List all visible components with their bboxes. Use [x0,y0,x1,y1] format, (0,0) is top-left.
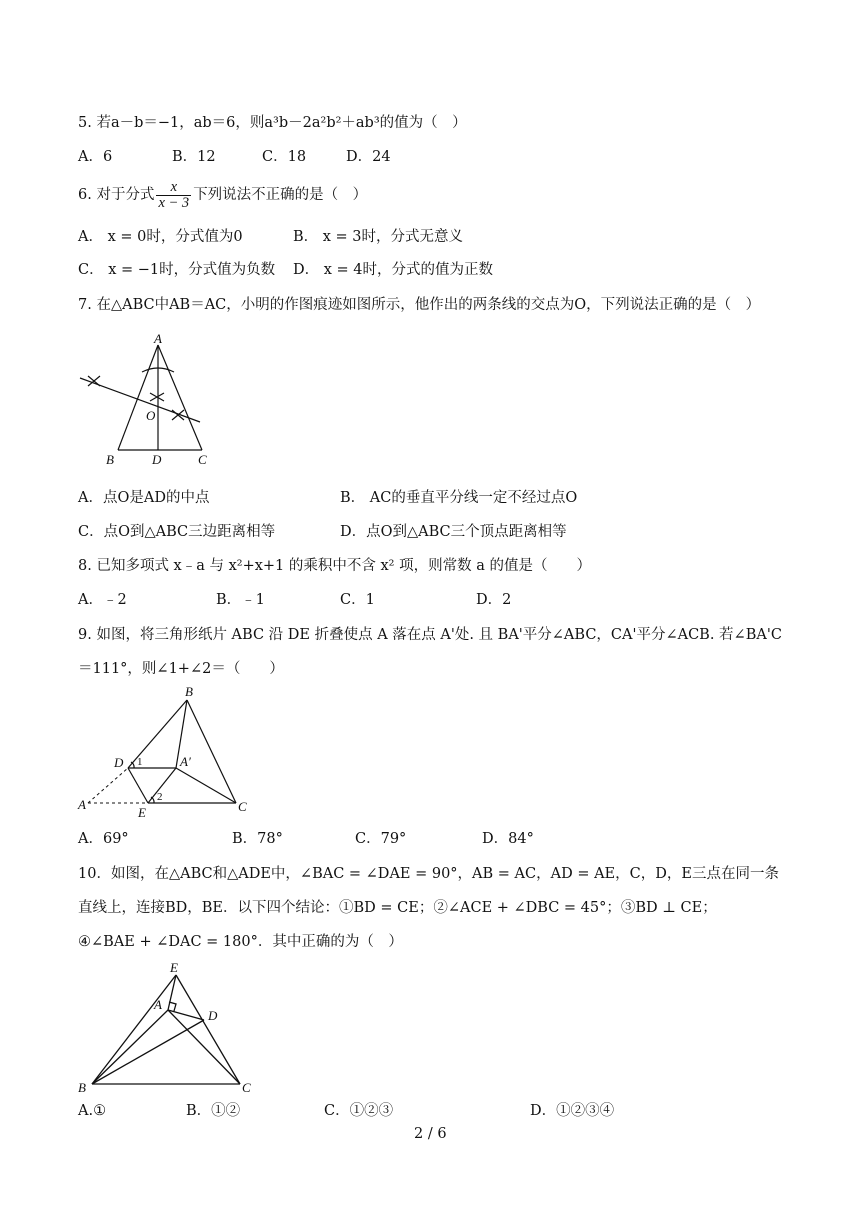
q10-stem-line2: 直线上，连接BD，BE．以下四个结论：①BD = CE；②∠ACE + ∠DBC = 45°；③BD ⊥ CE； [78,900,717,916]
q7-label-o: O [146,408,156,423]
q9-label-d: D [114,755,124,770]
q8-option-c: C．1 [340,592,375,608]
q5-option-c: C．18 [262,149,307,165]
q5-option-d: D．24 [346,149,391,165]
q10-label-c: C [242,1080,251,1095]
q8-stem: 8. 已知多项式 x﹣a 与 x²+x+1 的乘积中不含 x² 项，则常数 a 的值是（ ） [78,558,591,574]
q9-option-b: B．78° [232,831,283,847]
q10-label-a: A [154,997,162,1012]
q8-option-a: A．﹣2 [78,592,127,608]
q7-label-c: C [198,452,207,467]
q7-stem: 7. 在△ABC中AB＝AC，小明的作图痕迹如图所示，他作出的两条线的交点为O，下列说法正确的是（ ） [78,297,761,313]
q6-option-c: C． x = −1时，分式值为负数 [78,262,276,278]
q10-option-b: B．①② [186,1103,241,1119]
q7-option-c: C．点O到△ABC三边距离相等 [78,524,276,540]
q6-option-d: D． x = 4时，分式的值为正数 [293,262,494,278]
q9-label-e: E [138,805,146,820]
q10-label-d: D [208,1008,218,1023]
q7-label-b: B [106,452,114,467]
q6-stem-pre: 6. 对于分式 [78,187,155,203]
q9-option-d: D．84° [482,831,534,847]
q10-stem-line3: ④∠BAE + ∠DAC = 180°．其中正确的为（ ） [78,934,403,950]
q7-label-d: D [152,452,162,467]
q7-option-b: B． AC的垂直平分线一定不经过点O [340,490,578,506]
q10-option-d: D．①②③④ [530,1103,615,1119]
q10-label-e: E [170,960,178,975]
q9-label-a-prime: A′ [180,754,191,769]
q9-label-c: C [238,799,247,814]
q5-option-a: A．6 [78,149,113,165]
q6-option-b: B． x = 3时，分式无意义 [293,229,464,245]
q9-stem-line1: 9. 如图，将三角形纸片 ABC 沿 DE 折叠使点 A 落在点 A'处. 且 BA'平分∠ABC，CA'平分∠ACB. 若∠BA'C [78,627,782,643]
q8-option-d: D．2 [476,592,512,608]
q9-label-angle1: 1 [137,756,143,768]
q9-label-a: A [78,797,86,812]
q7-option-d: D．点O到△ABC三个顶点距离相等 [340,524,567,540]
q9-option-c: C．79° [355,831,407,847]
q6-stem-post: 下列说法不正确的是（ ） [193,187,368,203]
q10-stem-line1: 10．如图，在△ABC和△ADE中，∠BAC = ∠DAE = 90°，AB = AC，AD = AE，C，D，E三点在同一条 [78,866,779,882]
q9-option-a: A．69° [78,831,129,847]
q6-frac-denominator: x − 3 [158,194,190,211]
q9-label-angle2: 2 [157,791,163,803]
q9-label-b: B [185,684,193,699]
q10-label-b: B [78,1080,86,1095]
q7-label-a: A [154,331,162,346]
q5-option-b: B．12 [172,149,216,165]
q6-option-a: A． x = 0时，分式值为0 [78,229,243,245]
page-number: 2 / 6 [414,1126,447,1142]
q8-option-b: B．﹣1 [216,592,265,608]
q10-option-a: A.① [78,1103,107,1119]
q7-option-a: A．点O是AD的中点 [78,490,210,506]
q9-stem-line2: ＝111°，则∠1+∠2＝（ ） [78,661,284,677]
q6-frac-numerator: x [156,180,191,196]
q5-stem: 5. 若a－b＝−1，ab＝6，则a³b－2a²b²＋ab³的值为（ ） [78,115,467,131]
q10-option-c: C．①②③ [324,1103,394,1119]
